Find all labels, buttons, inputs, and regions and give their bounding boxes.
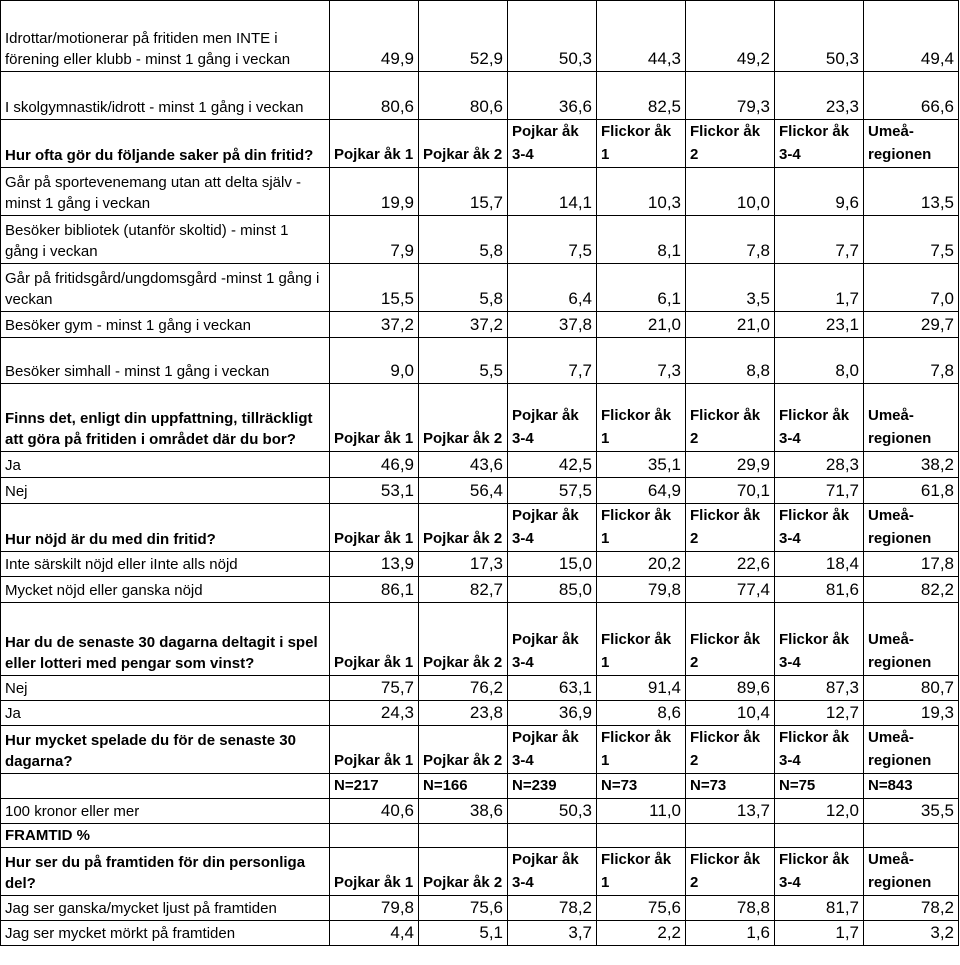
value-cell: 82,5 [597,72,686,120]
value-cell: 35,5 [864,799,959,824]
value-cell: 82,2 [864,577,959,603]
value-cell [686,824,775,848]
value-cell: 36,9 [508,701,597,726]
column-header: Umeå-regionen [864,384,959,452]
column-header: Flickor åk 1 [597,384,686,452]
table-row [1,478,959,504]
value-cell: 63,1 [508,676,597,701]
sample-size-cell: N=75 [775,774,864,799]
value-cell: 23,8 [419,701,508,726]
value-cell: 1,7 [775,264,864,312]
row-label: Inte särskilt nöjd eller iInte alls nöjd [1,552,330,577]
column-header: Pojkar åk 2 [419,848,508,896]
value-cell: 8,0 [775,338,864,384]
value-cell: 10,4 [686,701,775,726]
table-row [1,921,959,946]
column-header: Pojkar åk 3-4 [508,726,597,774]
row-label: Ja [1,701,330,726]
value-cell: 57,5 [508,478,597,504]
value-cell: 8,6 [597,701,686,726]
column-header: Umeå-regionen [864,504,959,552]
value-cell: 43,6 [419,452,508,478]
value-cell: 82,7 [419,577,508,603]
value-cell: 8,8 [686,338,775,384]
value-cell: 76,2 [419,676,508,701]
value-cell [775,824,864,848]
value-cell: 66,6 [864,72,959,120]
question-header-row [1,504,959,552]
column-header: Pojkar åk 1 [330,384,419,452]
value-cell: 29,9 [686,452,775,478]
value-cell: 15,7 [419,168,508,216]
value-cell: 19,3 [864,701,959,726]
value-cell: 2,2 [597,921,686,946]
value-cell: 35,1 [597,452,686,478]
value-cell: 42,5 [508,452,597,478]
value-cell: 5,8 [419,264,508,312]
value-cell: 1,7 [775,921,864,946]
question-label: Har du de senaste 30 dagarna deltagit i spel eller lotteri med pengar som vinst? [1,603,330,676]
column-header: Flickor åk 3-4 [775,120,864,168]
column-header: Flickor åk 3-4 [775,603,864,676]
value-cell: 20,2 [597,552,686,577]
table-row [1,552,959,577]
column-header: Pojkar åk 3-4 [508,120,597,168]
value-cell: 36,6 [508,72,597,120]
column-header: Pojkar åk 2 [419,384,508,452]
sample-size-row [1,774,959,799]
value-cell: 40,6 [330,799,419,824]
value-cell: 50,3 [508,1,597,72]
column-header: Flickor åk 3-4 [775,848,864,896]
value-cell: 29,7 [864,312,959,338]
value-cell: 12,0 [775,799,864,824]
column-header: Pojkar åk 3-4 [508,848,597,896]
value-cell: 7,5 [864,216,959,264]
value-cell [864,824,959,848]
value-cell: 1,6 [686,921,775,946]
column-header: Pojkar åk 2 [419,504,508,552]
column-header: Pojkar åk 1 [330,726,419,774]
value-cell: 49,4 [864,1,959,72]
column-header: Flickor åk 1 [597,726,686,774]
sample-size-cell: N=843 [864,774,959,799]
value-cell: 3,2 [864,921,959,946]
question-header-row [1,603,959,676]
table-row [1,896,959,921]
row-label: Besöker simhall - minst 1 gång i veckan [1,338,330,384]
row-label: Besöker bibliotek (utanför skoltid) - minst 1 gång i veckan [1,216,330,264]
value-cell: 15,0 [508,552,597,577]
column-header: Pojkar åk 2 [419,603,508,676]
row-label [1,774,330,799]
column-header: Flickor åk 1 [597,848,686,896]
value-cell: 12,7 [775,701,864,726]
value-cell: 53,1 [330,478,419,504]
section-title: FRAMTID % [1,824,330,848]
sample-size-cell: N=239 [508,774,597,799]
column-header: Pojkar åk 1 [330,603,419,676]
table-row [1,264,959,312]
question-header-row [1,726,959,774]
row-label: Besöker gym - minst 1 gång i veckan [1,312,330,338]
value-cell: 75,6 [597,896,686,921]
column-header: Flickor åk 1 [597,120,686,168]
value-cell: 7,7 [508,338,597,384]
row-label: Jag ser ganska/mycket ljust på framtiden [1,896,330,921]
table-row [1,216,959,264]
value-cell: 7,8 [864,338,959,384]
value-cell: 8,1 [597,216,686,264]
question-header-row [1,384,959,452]
value-cell: 28,3 [775,452,864,478]
value-cell: 38,2 [864,452,959,478]
value-cell: 13,5 [864,168,959,216]
column-header: Flickor åk 2 [686,384,775,452]
value-cell: 9,0 [330,338,419,384]
value-cell: 75,7 [330,676,419,701]
column-header: Pojkar åk 3-4 [508,504,597,552]
value-cell: 61,8 [864,478,959,504]
value-cell [330,824,419,848]
column-header: Flickor åk 1 [597,504,686,552]
sample-size-cell: N=166 [419,774,508,799]
column-header: Flickor åk 3-4 [775,504,864,552]
value-cell: 13,7 [686,799,775,824]
value-cell: 80,6 [330,72,419,120]
table-row [1,577,959,603]
column-header: Pojkar åk 3-4 [508,384,597,452]
column-header: Pojkar åk 3-4 [508,603,597,676]
value-cell: 6,4 [508,264,597,312]
question-header-row [1,848,959,896]
row-label: Går på fritidsgård/ungdomsgård -minst 1 gång i veckan [1,264,330,312]
value-cell: 46,9 [330,452,419,478]
value-cell: 5,8 [419,216,508,264]
row-label: Mycket nöjd eller ganska nöjd [1,577,330,603]
value-cell: 5,1 [419,921,508,946]
table-row [1,72,959,120]
value-cell: 11,0 [597,799,686,824]
column-header: Umeå-regionen [864,848,959,896]
column-header: Umeå-regionen [864,120,959,168]
value-cell: 38,6 [419,799,508,824]
value-cell: 23,3 [775,72,864,120]
value-cell: 86,1 [330,577,419,603]
value-cell: 9,6 [775,168,864,216]
question-label: Hur nöjd är du med din fritid? [1,504,330,552]
column-header: Flickor åk 1 [597,603,686,676]
value-cell: 37,8 [508,312,597,338]
value-cell: 70,1 [686,478,775,504]
row-label: Idrottar/motionerar på fritiden men INTE i förening eller klubb - minst 1 gång i veckan [1,1,330,72]
value-cell: 64,9 [597,478,686,504]
value-cell: 71,7 [775,478,864,504]
value-cell: 3,7 [508,921,597,946]
value-cell: 15,5 [330,264,419,312]
section-row [1,824,959,848]
value-cell [508,824,597,848]
question-label: Finns det, enligt din uppfattning, tillräckligt att göra på fritiden i området där du bor? [1,384,330,452]
value-cell: 10,3 [597,168,686,216]
value-cell: 50,3 [508,799,597,824]
table-row [1,799,959,824]
row-label: 100 kronor eller mer [1,799,330,824]
value-cell: 22,6 [686,552,775,577]
value-cell: 49,2 [686,1,775,72]
table-body [1,1,959,946]
sample-size-cell: N=73 [597,774,686,799]
question-header-row [1,120,959,168]
value-cell: 87,3 [775,676,864,701]
sample-size-cell: N=73 [686,774,775,799]
column-header: Pojkar åk 1 [330,848,419,896]
value-cell: 79,3 [686,72,775,120]
value-cell: 7,9 [330,216,419,264]
column-header: Flickor åk 3-4 [775,726,864,774]
value-cell: 52,9 [419,1,508,72]
value-cell: 80,6 [419,72,508,120]
column-header: Flickor åk 2 [686,848,775,896]
value-cell: 7,0 [864,264,959,312]
column-header: Pojkar åk 2 [419,726,508,774]
value-cell: 19,9 [330,168,419,216]
column-header: Flickor åk 2 [686,726,775,774]
value-cell: 3,5 [686,264,775,312]
value-cell: 23,1 [775,312,864,338]
value-cell: 91,4 [597,676,686,701]
question-label: Hur ofta gör du följande saker på din fritid? [1,120,330,168]
value-cell: 10,0 [686,168,775,216]
value-cell: 13,9 [330,552,419,577]
value-cell: 21,0 [597,312,686,338]
column-header: Flickor åk 2 [686,120,775,168]
value-cell: 21,0 [686,312,775,338]
value-cell: 24,3 [330,701,419,726]
table-row [1,452,959,478]
value-cell: 7,8 [686,216,775,264]
value-cell: 4,4 [330,921,419,946]
value-cell: 14,1 [508,168,597,216]
value-cell: 81,6 [775,577,864,603]
column-header: Flickor åk 2 [686,603,775,676]
row-label: Går på sportevenemang utan att delta själv - minst 1 gång i veckan [1,168,330,216]
table-row [1,312,959,338]
row-label: Nej [1,478,330,504]
value-cell: 78,2 [508,896,597,921]
value-cell: 77,4 [686,577,775,603]
row-label: Nej [1,676,330,701]
value-cell: 17,3 [419,552,508,577]
sample-size-cell: N=217 [330,774,419,799]
table-row [1,676,959,701]
value-cell: 75,6 [419,896,508,921]
value-cell: 79,8 [597,577,686,603]
value-cell: 6,1 [597,264,686,312]
value-cell [597,824,686,848]
row-label: Ja [1,452,330,478]
column-header: Pojkar åk 1 [330,504,419,552]
table-row [1,338,959,384]
value-cell: 56,4 [419,478,508,504]
row-label: I skolgymnastik/idrott - minst 1 gång i veckan [1,72,330,120]
column-header: Flickor åk 2 [686,504,775,552]
value-cell: 80,7 [864,676,959,701]
value-cell: 7,3 [597,338,686,384]
column-header: Pojkar åk 1 [330,120,419,168]
value-cell: 50,3 [775,1,864,72]
value-cell: 81,7 [775,896,864,921]
column-header: Umeå-regionen [864,603,959,676]
value-cell: 78,2 [864,896,959,921]
question-label: Hur ser du på framtiden för din personliga del? [1,848,330,896]
question-label: Hur mycket spelade du för de senaste 30 dagarna? [1,726,330,774]
value-cell: 7,7 [775,216,864,264]
value-cell: 37,2 [330,312,419,338]
value-cell: 85,0 [508,577,597,603]
row-label: Jag ser mycket mörkt på framtiden [1,921,330,946]
table-row [1,168,959,216]
value-cell: 18,4 [775,552,864,577]
value-cell: 89,6 [686,676,775,701]
table-row [1,701,959,726]
column-header: Pojkar åk 2 [419,120,508,168]
table-row [1,1,959,72]
value-cell: 5,5 [419,338,508,384]
value-cell: 7,5 [508,216,597,264]
value-cell: 79,8 [330,896,419,921]
value-cell: 44,3 [597,1,686,72]
column-header: Umeå-regionen [864,726,959,774]
value-cell: 49,9 [330,1,419,72]
value-cell: 37,2 [419,312,508,338]
value-cell: 17,8 [864,552,959,577]
column-header: Flickor åk 3-4 [775,384,864,452]
value-cell: 78,8 [686,896,775,921]
value-cell [419,824,508,848]
